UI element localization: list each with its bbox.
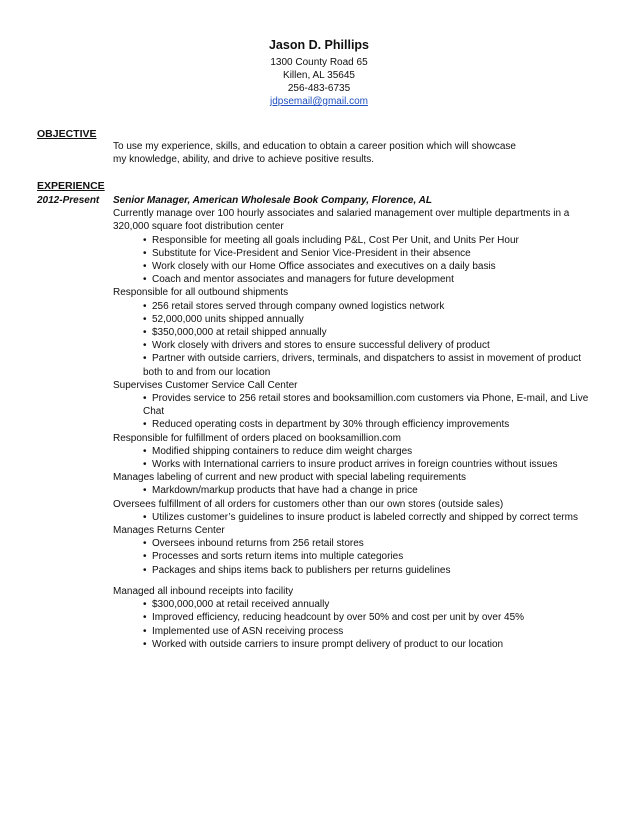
bullet-icon: • — [143, 393, 147, 405]
bullet-item — [143, 564, 603, 577]
bullet-item — [143, 537, 603, 550]
phone-number: 256-483-6735 — [287, 83, 351, 94]
bullet-text: Coach and mentor associates and managers for future development — [152, 274, 454, 286]
bullet-text: 52,000,000 units shipped annually — [152, 313, 304, 325]
bullet-icon: • — [143, 261, 147, 273]
bullet-text: Modified shipping containers to reduce dim weight charges — [152, 445, 413, 457]
responsibility-groups — [113, 234, 603, 651]
bullet-text: Packages and ships items back to publishers per returns guidelines — [152, 564, 451, 576]
bullet-text: Worked with outside carriers to insure prompt delivery of product to our location — [152, 638, 504, 650]
address-line-1: 1300 County Road 65 — [270, 57, 368, 68]
bullet-item — [143, 511, 603, 524]
bullet-text: $300,000,000 at retail received annually — [152, 599, 330, 611]
bullet-item — [143, 598, 603, 611]
bullet-icon: • — [143, 485, 147, 497]
bullet-icon: • — [143, 419, 147, 431]
bullet-icon: • — [143, 274, 147, 286]
bullet-item — [143, 550, 603, 563]
responsibility-group — [113, 234, 603, 287]
bullet-text: 256 retail stores served through company owned logistics network — [152, 300, 445, 312]
bullet-icon: • — [143, 353, 147, 365]
bullet-icon: • — [143, 327, 147, 339]
objective-text — [113, 140, 603, 166]
group-heading: Oversees fulfillment of all orders for customers other than our own stores (outside sales) — [113, 498, 504, 510]
objective-line-1: To use my experience, skills, and education to obtain a career position which will showcase — [113, 141, 516, 152]
email-link[interactable]: jdpsemail@gmail.com — [270, 96, 368, 107]
bullet-list — [113, 598, 603, 651]
responsibility-group — [113, 498, 603, 524]
group-heading: Supervises Customer Service Call Center — [113, 379, 298, 391]
bullet-icon: • — [143, 638, 147, 650]
bullet-item — [143, 313, 603, 326]
bullet-icon: • — [143, 551, 147, 563]
bullet-list — [113, 445, 603, 471]
bullet-text: Processes and sorts return items into multiple categories — [152, 551, 404, 563]
address-line-2: Killen, AL 35645 — [283, 70, 355, 81]
objective-heading: OBJECTIVE — [37, 128, 97, 140]
bullet-item — [143, 300, 603, 313]
candidate-name: Jason D. Phillips — [268, 38, 370, 52]
bullet-item — [143, 260, 603, 273]
job-title: Senior Manager, American Wholesale Book Company, Florence, AL — [113, 195, 432, 206]
bullet-text: Works with International carriers to insure product arrives in foreign countries without issues — [152, 459, 558, 471]
group-heading: Responsible for fulfillment of orders placed on booksamillion.com — [113, 432, 401, 444]
bullet-item — [143, 273, 603, 286]
bullet-list — [113, 511, 603, 524]
bullet-icon: • — [143, 599, 147, 611]
bullet-item — [143, 247, 603, 260]
bullet-text: $350,000,000 at retail shipped annually — [152, 327, 327, 339]
bullet-text: Reduced operating costs in department by 30% through efficiency improvements — [152, 419, 510, 431]
bullet-text: Responsible for meeting all goals including P&L, Cost Per Unit, and Units Per Hour — [152, 234, 519, 246]
bullet-icon: • — [143, 234, 147, 246]
responsibility-group — [113, 286, 603, 378]
bullet-text: Provides service to 256 retail stores and booksamillion.com customers via Phone, E-mail, and Live Chat — [143, 393, 589, 418]
bullet-icon: • — [143, 612, 147, 624]
bullet-text: Partner with outside carriers, drivers, terminals, and dispatchers to assist in movement of product both to and from our location — [143, 353, 582, 378]
responsibility-group — [113, 379, 603, 432]
bullet-icon: • — [143, 459, 147, 471]
bullet-item — [143, 458, 603, 471]
bullet-text: Substitute for Vice-President and Senior Vice-President in their absence — [152, 247, 471, 259]
bullet-item — [143, 339, 603, 352]
bullet-item — [143, 392, 603, 418]
bullet-text: Improved efficiency, reducing headcount by over 50% and cost per unit by over 45% — [152, 612, 525, 624]
bullet-text: Work closely with our Home Office associates and executives on a daily basis — [152, 261, 496, 273]
bullet-item — [143, 611, 603, 624]
group-heading: Managed all inbound receipts into facility — [113, 585, 294, 597]
bullet-list — [113, 537, 603, 577]
bullet-icon: • — [143, 625, 147, 637]
job-dates: 2012-Present — [37, 195, 100, 206]
group-heading: Responsible for all outbound shipments — [113, 287, 289, 299]
bullet-icon: • — [143, 445, 147, 457]
group-heading: Manages Returns Center — [113, 525, 225, 537]
bullet-list — [113, 300, 603, 379]
bullet-icon: • — [143, 538, 147, 550]
experience-body — [113, 194, 603, 651]
bullet-item — [143, 445, 603, 458]
bullet-item — [143, 418, 603, 431]
bullet-icon: • — [143, 247, 147, 259]
bullet-icon: • — [143, 300, 147, 312]
bullet-item — [143, 484, 603, 497]
bullet-item — [143, 234, 603, 247]
bullet-list — [113, 484, 603, 497]
bullet-text: Utilizes customer’s guidelines to insure product is labeled correctly and shipped by correct terms — [152, 511, 578, 523]
bullet-text: Implemented use of ASN receiving process — [152, 625, 344, 637]
bullet-icon: • — [143, 313, 147, 325]
job-intro: Currently manage over 100 hourly associates and salaried management over multiple departments in a 320,000 square foot distribution center — [113, 208, 570, 233]
bullet-item — [143, 625, 603, 638]
section-gap — [113, 577, 603, 585]
bullet-icon: • — [143, 564, 147, 576]
bullet-item — [143, 352, 603, 378]
bullet-text: Oversees inbound returns from 256 retail stores — [152, 538, 364, 550]
bullet-list — [113, 392, 603, 432]
bullet-item — [143, 326, 603, 339]
bullet-text: Work closely with drivers and stores to ensure successful delivery of product — [152, 340, 490, 352]
bullet-text: Markdown/markup products that have had a change in price — [152, 485, 418, 497]
responsibility-group — [113, 471, 603, 497]
objective-line-2: my knowledge, ability, and drive to achieve positive results. — [113, 154, 375, 165]
responsibility-group — [113, 432, 603, 472]
bullet-icon: • — [143, 340, 147, 352]
resume-header — [0, 38, 638, 108]
responsibility-group — [113, 524, 603, 577]
group-heading: Manages labeling of current and new product with special labeling requirements — [113, 472, 466, 484]
responsibility-group — [113, 585, 603, 651]
experience-heading: EXPERIENCE — [37, 180, 105, 192]
bullet-list — [113, 234, 603, 287]
bullet-icon: • — [143, 511, 147, 523]
bullet-item — [143, 638, 603, 651]
